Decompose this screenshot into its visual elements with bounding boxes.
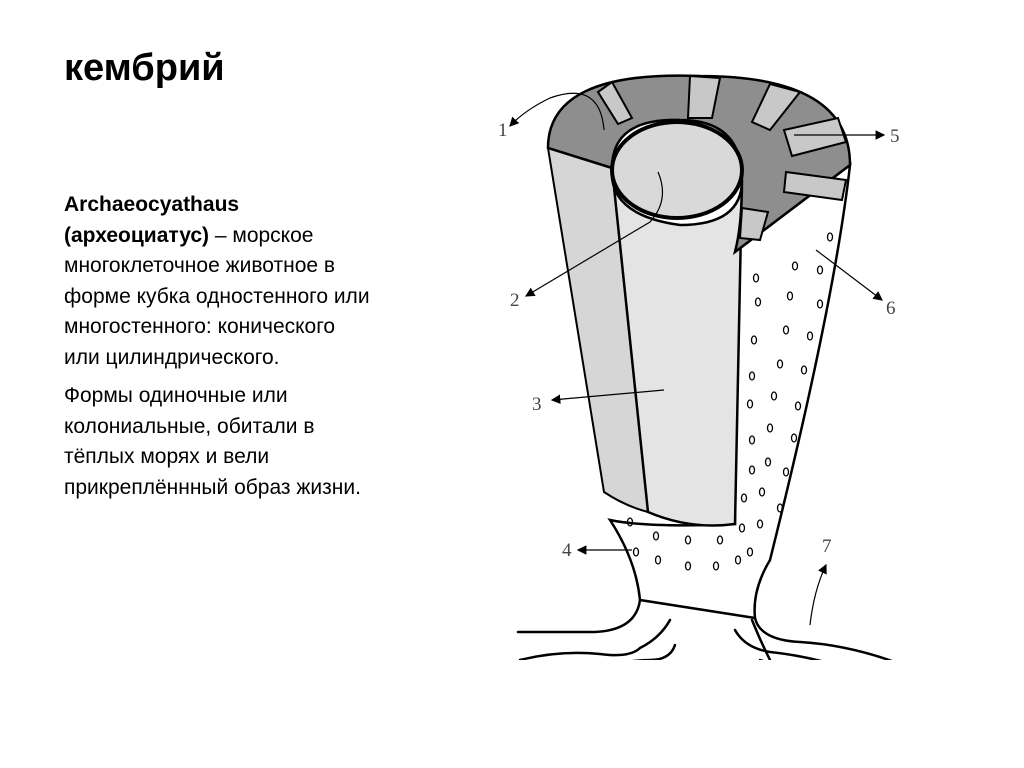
archaeocyathus-diagram: [490, 60, 930, 660]
label-6: 6: [886, 298, 896, 319]
diagram-svg: [490, 60, 930, 660]
label-7: 7: [822, 536, 832, 557]
label-5: 5: [890, 126, 900, 147]
inner-opening: [612, 122, 742, 218]
label-4: 4: [562, 540, 572, 561]
label-2: 2: [510, 290, 520, 311]
slide-title: кембрий: [64, 47, 225, 89]
term-definition: – морское многоклеточное животное в форме кубка одностенного или многостенного: конического или цилиндрического.: [64, 223, 370, 369]
term-name: Archaeocyathaus (археоциатус): [64, 193, 240, 247]
label-1: 1: [498, 120, 508, 141]
description-text: [64, 190, 376, 511]
description-paragraph-2: Формы одиночные или колониальные, обитали в тёплых морях и вели прикреплённный образ жизни.: [64, 384, 361, 499]
description-paragraph-1: [64, 190, 376, 373]
label-3: 3: [532, 394, 542, 415]
